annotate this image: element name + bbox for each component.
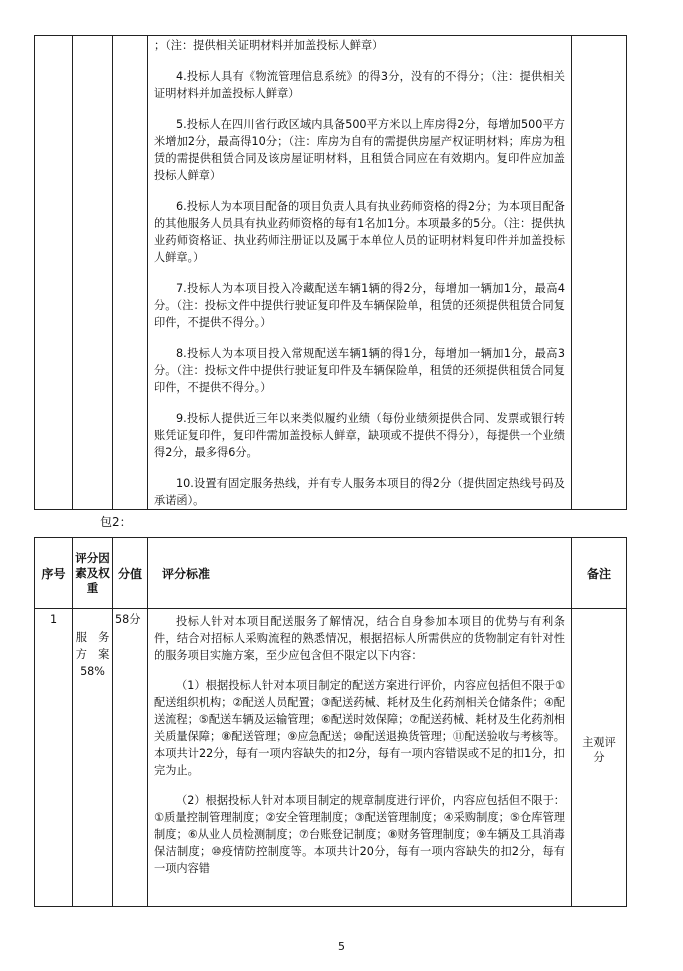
package-label: 包2： bbox=[100, 515, 132, 529]
table-header-row bbox=[35, 538, 627, 609]
criteria-item: （2）根据投标人针对本项目制定的规章制度进行评价，内容应包括但不限于：①质量控制管理制度；②安全管理制度；③配送管理制度；④采购制度；⑤仓库管理制度；⑥从业人员检测制度；⑦台账登记制度；⑧财务管理制度；⑨车辆及工具消毒保洁制度；⑩疫情防控制度等。本项共计20分，每有一项内容缺失的扣2分，每有一项内容错 bbox=[154, 794, 565, 875]
criteria-cell bbox=[148, 609, 572, 907]
row-number: 1 bbox=[35, 609, 73, 907]
header-criteria: 评分标准 bbox=[148, 538, 572, 609]
criteria-item: 10.设置有固定服务热线，并有专人服务本项目的得2分（提供固定热线号码及承诺函）。 bbox=[154, 477, 565, 507]
criteria-item: 6.投标人为本项目配备的项目负责人具有执业药师资格的得2分；为本项目配备的其他服务人员具有执业药师资格的每有1名加1分。本项最多的5分。（注：提供执业药师资格证、执业药师注册证以及属于本单位人员的证明材料复印件并加盖投标人鲜章。） bbox=[154, 200, 565, 264]
criteria-item: 8.投标人为本项目投入常规配送车辆1辆的得1分，每增加一辆加1分，最高3分。（注：投标文件中提供行驶证复印件及车辆保险单，租赁的还须提供租赁合同复印件，不提供不得分。） bbox=[154, 347, 565, 394]
remark-cell bbox=[572, 609, 627, 907]
factor-weight: 58% bbox=[80, 665, 105, 678]
criteria-item: 4.投标人具有《物流管理信息系统》的得3分，没有的不得分；（注：提供相关证明材料并加盖投标人鲜章） bbox=[154, 70, 565, 100]
factor-cell bbox=[73, 609, 113, 907]
criteria-item: ；（注：提供相关证明材料并加盖投标人鲜章） bbox=[154, 39, 384, 52]
criteria-item: （1）根据投标人针对本项目制定的配送方案进行评价，内容应包括但不限于①配送组织机构；②配送人员配置；③配送药械、耗材及生化药剂相关仓储条件；④配送流程；⑤配送车辆及运输管理；⑥配送时效保障；⑦配送药械、耗材及生化药剂相关质量保障；⑧配送管理；⑨应急配送；⑩配送退换货管理；⑪配送验收与考核等。本项共计22分，每有一项内容缺失的扣2分，每有一项内容错误或不足的扣1分，扣完为止。 bbox=[154, 679, 565, 777]
page-number: 5 bbox=[338, 940, 345, 953]
header-remark: 备注 bbox=[572, 538, 627, 609]
criteria-item: 9.投标人提供近三年以来类似履约业绩（每份业绩须提供合同、发票或银行转账凭证复印件，复印件需加盖投标人鲜章，缺项或不提供不得分），每提供一个业绩得2分，最多得6分。 bbox=[154, 412, 565, 459]
empty-cell bbox=[35, 36, 73, 510]
remark-text: 主观评分 bbox=[582, 735, 616, 764]
criteria-item: 5.投标人在四川省行政区域内具备500平方米以上库房得2分，每增加500平方米增加2分，最高得10分；（注：库房为自有的需提供房屋产权证明材料；库房为租赁的需提供租赁合同及该房屋证明材料，且租赁合同应在有效期内。复印件应加盖投标人鲜章） bbox=[154, 118, 565, 182]
criteria-intro: 投标人针对本项目配送服务了解情况，结合自身参加本项目的优势与有利条件，结合对招标人采购流程的熟悉情况，根据招标人所需供应的货物制定有针对性的服务项目实施方案，至少应包含但不限定以下内容： bbox=[154, 615, 565, 662]
empty-cell bbox=[572, 36, 627, 510]
scoring-table-package-2 bbox=[34, 537, 627, 907]
header-factor: 评分因素及权重 bbox=[73, 538, 113, 609]
empty-cell bbox=[73, 36, 113, 510]
header-score: 分值 bbox=[113, 538, 148, 609]
factor-name: 服 务方 案 bbox=[75, 631, 110, 661]
score-value: 58分 bbox=[113, 609, 148, 907]
criteria-cell bbox=[148, 36, 572, 510]
header-no: 序号 bbox=[35, 538, 73, 609]
scoring-table-continued bbox=[34, 35, 627, 510]
empty-cell bbox=[113, 36, 148, 510]
criteria-item: 7.投标人为本项目投入冷藏配送车辆1辆的得2分，每增加一辆加1分，最高4分。（注：投标文件中提供行驶证复印件及车辆保险单，租赁的还须提供租赁合同复印件，不提供不得分。） bbox=[154, 282, 565, 329]
table-row bbox=[35, 609, 627, 907]
